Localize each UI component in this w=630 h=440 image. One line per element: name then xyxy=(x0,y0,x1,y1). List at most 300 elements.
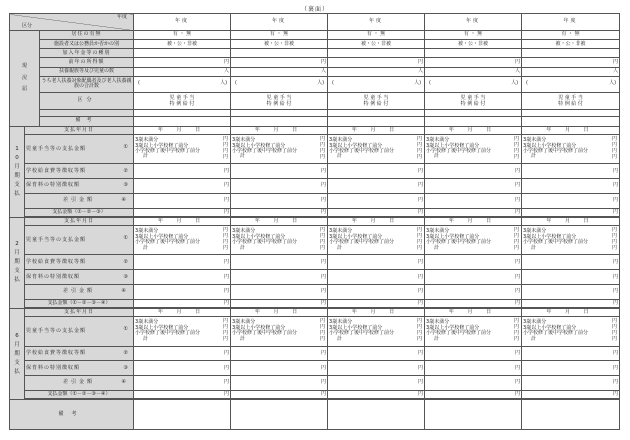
label-shiharai-date: 支払年月日 xyxy=(25,126,134,134)
section-title-char: 期 xyxy=(14,350,20,357)
cell-kubun[interactable] xyxy=(522,92,620,109)
yen-stack: 円 円 円 円 xyxy=(514,226,520,251)
cell-blank[interactable] xyxy=(231,109,328,116)
cell-bikou-top[interactable] xyxy=(231,116,328,126)
cell-kubun[interactable] xyxy=(231,92,328,109)
cell-hoikuryo[interactable]: 円 xyxy=(522,270,620,285)
cell-sashihiki[interactable]: 円 xyxy=(425,193,522,208)
age-3to-elem: 3歳以上小学校修了前分 xyxy=(232,142,286,149)
year-column-header: 年度 xyxy=(134,14,231,31)
year-column-header: 年度 xyxy=(231,14,328,31)
paren-open: ( xyxy=(526,79,528,86)
cell-blank[interactable] xyxy=(134,109,231,116)
cell-gakko[interactable]: 円 xyxy=(134,346,231,361)
corner-year: 年度 xyxy=(117,14,128,20)
age-3to-elem: 3歳以上小学校修了前分 xyxy=(523,324,577,331)
cell-gakko[interactable]: 円 xyxy=(328,164,425,179)
label-gakko xyxy=(25,346,134,361)
cell-gakko[interactable]: 円 xyxy=(425,255,522,270)
calc-text: 児童手当等の支払金額 xyxy=(26,236,87,243)
age-under3: 3歳未満分 xyxy=(426,137,450,144)
age-total: 計 xyxy=(531,244,537,251)
cell-calc[interactable] xyxy=(425,316,522,346)
cell-shiharai-kingaku[interactable]: 円 xyxy=(425,208,522,216)
year-column-header: 年度 xyxy=(328,14,425,31)
cell-hoikuryo[interactable]: 円 xyxy=(134,361,231,376)
cell-gakko[interactable]: 円 xyxy=(231,255,328,270)
cell-calc[interactable] xyxy=(328,134,425,164)
cell-hoikuryo[interactable]: 円 xyxy=(522,361,620,376)
age-under3: 3歳未満分 xyxy=(523,228,547,235)
cell-calc[interactable] xyxy=(522,316,620,346)
label-shisetsu: 施設者又は公務員か否かの別 xyxy=(40,40,134,49)
age-3to-elem: 3歳以上小学校修了前分 xyxy=(329,324,383,331)
yen-stack: 円 円 円 円 xyxy=(223,135,229,160)
sashihiki-mark: ④ xyxy=(121,379,130,386)
age-3to-elem: 3歳以上小学校修了前分 xyxy=(426,324,480,331)
section-title-char: 支 xyxy=(14,359,20,366)
sashihiki-mark: ④ xyxy=(121,288,130,295)
cell-rojin[interactable] xyxy=(231,76,328,92)
hoikuryo-text: 保育料の特別徴収額 xyxy=(26,182,81,189)
cell-gakko[interactable]: 円 xyxy=(425,346,522,361)
cell-sashihiki[interactable]: 円 xyxy=(134,285,231,300)
cell-gakko[interactable]: 円 xyxy=(522,255,620,270)
cell-blank[interactable] xyxy=(522,109,620,116)
age-junior: 小学校修了後中学校修了前分 xyxy=(135,330,201,337)
kubun-tokurei: 特 例 給 付 xyxy=(266,100,292,107)
cell-shiharai-date[interactable]: 年 月 日 xyxy=(522,217,620,225)
age-under3: 3歳未満分 xyxy=(523,137,547,144)
cell-gakko[interactable]: 円 xyxy=(134,255,231,270)
age-junior: 小学校修了後中学校修了前分 xyxy=(329,148,395,155)
section-title-char: 月 xyxy=(14,250,20,257)
label-gakko xyxy=(25,255,134,270)
age-total: 計 xyxy=(434,153,440,160)
label-hoikuryo xyxy=(25,361,134,376)
cell-calc[interactable] xyxy=(134,316,231,346)
cell-shiharai-date[interactable]: 年 月 日 xyxy=(231,309,328,317)
cell-shiharai-kingaku[interactable]: 円 xyxy=(328,391,425,399)
cell-bikou-bottom[interactable] xyxy=(134,400,231,430)
cell-shotoku[interactable]: 円 xyxy=(522,58,620,67)
age-total: 計 xyxy=(434,244,440,251)
cell-calc[interactable] xyxy=(231,225,328,255)
yen-stack: 円 円 円 円 xyxy=(514,135,520,160)
section-title-char: 支 xyxy=(14,268,20,275)
yen-stack: 円 円 円 円 xyxy=(612,317,618,342)
cell-hoikuryo[interactable]: 円 xyxy=(231,270,328,285)
age-under3: 3歳未満分 xyxy=(329,137,353,144)
sashihiki-text: 差引金額 xyxy=(63,197,96,204)
paren-open: ( xyxy=(235,79,237,86)
age-total: 計 xyxy=(337,244,343,251)
yen-stack: 円 円 円 円 xyxy=(514,317,520,342)
cell-shiharai-kingaku[interactable]: 円 xyxy=(328,208,425,216)
kubun-tokurei: 特 例 給 付 xyxy=(169,100,195,107)
age-junior: 小学校修了後中学校修了前分 xyxy=(523,239,589,246)
cell-shisetsu[interactable]: 被・公・非被 xyxy=(231,40,328,49)
cell-fuyou[interactable]: 人 xyxy=(522,67,620,76)
label-bikou-top: 備考 xyxy=(40,116,134,126)
age-junior: 小学校修了後中学校修了前分 xyxy=(232,239,298,246)
cell-kubun[interactable] xyxy=(134,92,231,109)
hoikuryo-text: 保育料の特別徴収額 xyxy=(26,273,81,280)
label-shiharai-kingaku: 支払金額（①－②－③－④） xyxy=(25,391,134,399)
section-title-char: 期 xyxy=(14,172,20,179)
calc-text: 児童手当等の支払金額 xyxy=(26,145,87,152)
kubun-jido: 児 童 手 当 xyxy=(558,94,583,101)
cell-shiharai-kingaku[interactable]: 円 xyxy=(425,391,522,399)
cell-hoikuryo[interactable]: 円 xyxy=(231,179,328,194)
corner-kubun: 区分 xyxy=(22,22,33,29)
section-title-char: 月 xyxy=(14,163,20,170)
cell-nenkin[interactable] xyxy=(522,49,620,58)
hoikuryo-mark: ③ xyxy=(123,182,130,189)
age-total: 計 xyxy=(337,335,343,342)
paren-close: 人) xyxy=(609,79,617,86)
cell-sashihiki[interactable]: 円 xyxy=(425,285,522,300)
yen-stack: 円 円 円 円 xyxy=(223,317,229,342)
age-total: 計 xyxy=(143,244,149,251)
cell-shiharai-date[interactable]: 年 月 日 xyxy=(134,126,231,134)
section-title-char: 払 xyxy=(14,368,20,375)
cell-hoikuryo[interactable]: 円 xyxy=(134,179,231,194)
cell-calc[interactable] xyxy=(425,134,522,164)
section-title-char: 届 xyxy=(21,86,27,93)
label-rojin: うち老人扶養対象配偶者及び老人扶養親族の合計数 xyxy=(40,76,134,92)
age-junior: 小学校修了後中学校修了前分 xyxy=(426,148,492,155)
cell-sashihiki[interactable]: 円 xyxy=(231,285,328,300)
label-calc xyxy=(25,134,134,164)
cell-bikou-bottom[interactable] xyxy=(328,400,425,430)
label-blank xyxy=(40,109,134,116)
age-3to-elem: 3歳以上小学校修了前分 xyxy=(135,324,189,331)
yen-stack: 円 円 円 円 xyxy=(417,317,423,342)
cell-shiharai-kingaku[interactable]: 円 xyxy=(231,391,328,399)
label-fuyou: 扶養親族等及び児童の数 xyxy=(40,67,134,76)
cell-calc[interactable] xyxy=(522,134,620,164)
cell-bikou-top[interactable] xyxy=(425,116,522,126)
cell-kyoju[interactable]: 有 ・ 無 xyxy=(328,31,425,40)
calc-mark: ① xyxy=(123,325,130,332)
cell-shiharai-kingaku[interactable]: 円 xyxy=(522,208,620,216)
label-shiharai-kingaku: 支払金額（①－②－③－④） xyxy=(25,299,134,307)
cell-hoikuryo[interactable]: 円 xyxy=(231,361,328,376)
yen-stack: 円 円 円 円 xyxy=(320,135,326,160)
cell-calc[interactable] xyxy=(425,225,522,255)
cell-shiharai-kingaku[interactable]: 円 xyxy=(231,299,328,307)
age-under3: 3歳未満分 xyxy=(329,228,353,235)
label-bikou-bottom: 備考 xyxy=(10,400,134,430)
cell-fuyou[interactable]: 人 xyxy=(231,67,328,76)
age-junior: 小学校修了後中学校修了前分 xyxy=(329,239,395,246)
label-kubun: 区分 xyxy=(40,92,134,109)
cell-calc[interactable] xyxy=(231,134,328,164)
cell-shiharai-kingaku[interactable]: 円 xyxy=(522,299,620,307)
age-3to-elem: 3歳以上小学校修了前分 xyxy=(329,233,383,240)
cell-kyoju[interactable]: 有 ・ 無 xyxy=(522,31,620,40)
cell-sashihiki[interactable]: 円 xyxy=(231,376,328,391)
cell-hoikuryo[interactable]: 円 xyxy=(425,361,522,376)
label-hoikuryo xyxy=(25,270,134,285)
age-under3: 3歳未満分 xyxy=(135,137,159,144)
cell-shiharai-date[interactable]: 年 月 日 xyxy=(231,126,328,134)
cell-hoikuryo[interactable]: 円 xyxy=(328,179,425,194)
kubun-jido: 児 童 手 当 xyxy=(460,94,486,101)
cell-bikou-top[interactable] xyxy=(522,116,620,126)
age-junior: 小学校修了後中学校修了前分 xyxy=(135,148,201,155)
kubun-tokurei: 特 例 給 付 xyxy=(363,100,389,107)
cell-kyoju[interactable]: 有 ・ 無 xyxy=(425,31,522,40)
label-nenkin: 加入年金等の種別 xyxy=(40,49,134,58)
label-sashihiki xyxy=(25,285,134,300)
cell-calc[interactable] xyxy=(522,225,620,255)
section-title-char: 0 xyxy=(15,154,19,161)
cell-gakko[interactable]: 円 xyxy=(328,346,425,361)
cell-blank[interactable] xyxy=(328,109,425,116)
cell-shotoku[interactable]: 円 xyxy=(134,58,231,67)
cell-sashihiki[interactable]: 円 xyxy=(328,285,425,300)
cell-sashihiki[interactable]: 円 xyxy=(134,376,231,391)
label-kyoju: 居住の有無 xyxy=(40,31,134,40)
label-hoikuryo xyxy=(25,179,134,194)
cell-hoikuryo[interactable]: 円 xyxy=(425,270,522,285)
cell-shiharai-date[interactable]: 年 月 日 xyxy=(522,126,620,134)
cell-hoikuryo[interactable]: 円 xyxy=(425,179,522,194)
cell-calc[interactable] xyxy=(134,225,231,255)
cell-shiharai-date[interactable]: 年 月 日 xyxy=(425,309,522,317)
label-shotoku: 前年の所得額 xyxy=(40,58,134,67)
cell-bikou-top[interactable] xyxy=(134,116,231,126)
cell-gakko[interactable]: 円 xyxy=(522,164,620,179)
cell-shiharai-kingaku[interactable]: 円 xyxy=(134,208,231,216)
cell-fuyou[interactable]: 人 xyxy=(134,67,231,76)
age-3to-elem: 3歳以上小学校修了前分 xyxy=(426,233,480,240)
payment-section-title xyxy=(10,126,25,217)
cell-sashihiki[interactable]: 円 xyxy=(522,193,620,208)
paren-open: ( xyxy=(332,79,334,86)
section-title-char: 況 xyxy=(21,74,27,81)
gakko-mark: ② xyxy=(123,258,130,265)
cell-sashihiki[interactable]: 円 xyxy=(328,376,425,391)
cell-gakko[interactable]: 円 xyxy=(522,346,620,361)
age-total: 計 xyxy=(240,335,246,342)
age-total: 計 xyxy=(531,153,537,160)
age-junior: 小学校修了後中学校修了前分 xyxy=(329,330,395,337)
cell-kyoju[interactable]: 有 ・ 無 xyxy=(134,31,231,40)
age-3to-elem: 3歳以上小学校修了前分 xyxy=(232,233,286,240)
label-sashihiki xyxy=(25,193,134,208)
cell-shiharai-kingaku[interactable]: 円 xyxy=(522,391,620,399)
label-shiharai-kingaku: 支払金額（①－②－③） xyxy=(25,208,134,216)
section-title-char: 期 xyxy=(14,259,20,266)
cell-shiharai-date[interactable]: 年 月 日 xyxy=(425,126,522,134)
label-calc xyxy=(25,225,134,255)
cell-sashihiki[interactable]: 円 xyxy=(522,285,620,300)
kubun-tokurei: 特 例 給 付 xyxy=(558,100,583,107)
cell-sashihiki[interactable]: 円 xyxy=(425,376,522,391)
age-under3: 3歳未満分 xyxy=(232,319,256,326)
age-under3: 3歳未満分 xyxy=(329,319,353,326)
cell-kubun[interactable] xyxy=(425,92,522,109)
age-3to-elem: 3歳以上小学校修了前分 xyxy=(523,142,577,149)
cell-fuyou[interactable]: 人 xyxy=(425,67,522,76)
cell-nenkin[interactable] xyxy=(425,49,522,58)
section-title-char: 現 xyxy=(21,63,27,70)
cell-rojin[interactable] xyxy=(134,76,231,92)
yen-stack: 円 円 円 円 xyxy=(612,135,618,160)
cell-hoikuryo[interactable]: 円 xyxy=(134,270,231,285)
paren-close: 人) xyxy=(220,79,228,86)
age-total: 計 xyxy=(143,335,149,342)
cell-shiharai-date[interactable]: 年 月 日 xyxy=(425,217,522,225)
hoikuryo-mark: ③ xyxy=(123,364,130,371)
cell-shiharai-date[interactable]: 年 月 日 xyxy=(328,126,425,134)
cell-sashihiki[interactable]: 円 xyxy=(134,193,231,208)
cell-gakko[interactable]: 円 xyxy=(231,346,328,361)
age-under3: 3歳未満分 xyxy=(232,137,256,144)
cell-shiharai-date[interactable]: 年 月 日 xyxy=(328,309,425,317)
kubun-jido: 児 童 手 当 xyxy=(363,94,389,101)
age-3to-elem: 3歳以上小学校修了前分 xyxy=(135,142,189,149)
cell-calc[interactable] xyxy=(231,316,328,346)
label-sashihiki xyxy=(25,376,134,391)
cell-shiharai-kingaku[interactable]: 円 xyxy=(231,208,328,216)
calc-mark: ① xyxy=(123,234,130,241)
cell-shiharai-kingaku[interactable]: 円 xyxy=(425,299,522,307)
cell-kubun[interactable] xyxy=(328,92,425,109)
corner-header xyxy=(10,14,134,31)
cell-shiharai-kingaku[interactable]: 円 xyxy=(328,299,425,307)
calc-text: 児童手当等の支払金額 xyxy=(26,327,87,334)
cell-shisetsu[interactable]: 被・公・非被 xyxy=(425,40,522,49)
hoikuryo-text: 保育料の特別徴収額 xyxy=(26,364,81,371)
gakko-text: 学校給食費等徴収等額 xyxy=(26,258,87,265)
sashihiki-mark: ④ xyxy=(121,197,130,204)
cell-gakko[interactable]: 円 xyxy=(134,164,231,179)
yen-stack: 円 円 円 円 xyxy=(320,226,326,251)
cell-shotoku[interactable]: 円 xyxy=(425,58,522,67)
age-under3: 3歳未満分 xyxy=(426,228,450,235)
yen-stack: 円 円 円 円 xyxy=(417,226,423,251)
cell-shiharai-date[interactable]: 年 月 日 xyxy=(134,217,231,225)
age-junior: 小学校修了後中学校修了前分 xyxy=(135,239,201,246)
yen-stack: 円 円 円 円 xyxy=(417,135,423,160)
age-total: 計 xyxy=(240,153,246,160)
payment-section-title xyxy=(10,217,25,308)
cell-sashihiki[interactable]: 円 xyxy=(231,193,328,208)
cell-shotoku[interactable]: 円 xyxy=(231,58,328,67)
age-total: 計 xyxy=(337,153,343,160)
cell-shiharai-date[interactable]: 年 月 日 xyxy=(522,309,620,317)
age-3to-elem: 3歳以上小学校修了前分 xyxy=(329,142,383,149)
cell-gakko[interactable]: 円 xyxy=(328,255,425,270)
label-shiharai-date: 支払年月日 xyxy=(25,217,134,225)
label-calc xyxy=(25,316,134,346)
cell-shisetsu[interactable]: 被・公・非被 xyxy=(134,40,231,49)
age-under3: 3歳未満分 xyxy=(523,319,547,326)
yen-stack: 円 円 円 円 xyxy=(320,317,326,342)
cell-sashihiki[interactable]: 円 xyxy=(522,376,620,391)
section-title-char: 月 xyxy=(14,341,20,348)
gakko-mark: ② xyxy=(123,349,130,356)
age-3to-elem: 3歳以上小学校修了前分 xyxy=(135,233,189,240)
age-junior: 小学校修了後中学校修了前分 xyxy=(232,330,298,337)
age-under3: 3歳未満分 xyxy=(426,319,450,326)
cell-rojin[interactable] xyxy=(522,76,620,92)
cell-shotoku[interactable]: 円 xyxy=(328,58,425,67)
kubun-jido: 児 童 手 当 xyxy=(266,94,292,101)
section-title-char: 2 xyxy=(15,241,19,248)
year-column-header: 年度 xyxy=(425,14,522,31)
cell-kyoju[interactable]: 有 ・ 無 xyxy=(231,31,328,40)
section-title-char: 6 xyxy=(15,332,19,339)
yen-stack: 円 円 円 円 xyxy=(612,226,618,251)
hoikuryo-mark: ③ xyxy=(123,273,130,280)
cell-blank[interactable] xyxy=(425,109,522,116)
cell-shiharai-kingaku[interactable]: 円 xyxy=(134,299,231,307)
cell-bikou-bottom[interactable] xyxy=(231,400,328,430)
cell-sashihiki[interactable]: 円 xyxy=(328,193,425,208)
cell-nenkin[interactable] xyxy=(328,49,425,58)
cell-hoikuryo[interactable]: 円 xyxy=(522,179,620,194)
genkyo-section-title xyxy=(10,31,40,127)
gakko-text: 学校給食費等徴収等額 xyxy=(26,349,87,356)
cell-shisetsu[interactable]: 被・公・非被 xyxy=(522,40,620,49)
cell-fuyou[interactable]: 人 xyxy=(328,67,425,76)
year-column-header: 年度 xyxy=(522,14,620,31)
cell-nenkin[interactable] xyxy=(134,49,231,58)
page-note: （裏面） xyxy=(300,6,329,13)
cell-calc[interactable] xyxy=(134,134,231,164)
paren-close: 人) xyxy=(317,79,325,86)
cell-bikou-bottom[interactable] xyxy=(522,400,620,430)
cell-rojin[interactable] xyxy=(328,76,425,92)
cell-shiharai-date[interactable]: 年 月 日 xyxy=(134,309,231,317)
cell-gakko[interactable]: 円 xyxy=(425,164,522,179)
cell-shisetsu[interactable]: 被・公・非被 xyxy=(328,40,425,49)
kubun-jido: 児 童 手 当 xyxy=(169,94,195,101)
age-junior: 小学校修了後中学校修了前分 xyxy=(232,148,298,155)
yen-stack: 円 円 円 円 xyxy=(223,226,229,251)
cell-calc[interactable] xyxy=(328,225,425,255)
paren-close: 人) xyxy=(414,79,422,86)
cell-shiharai-kingaku[interactable]: 円 xyxy=(134,391,231,399)
cell-bikou-bottom[interactable] xyxy=(425,400,522,430)
age-total: 計 xyxy=(531,335,537,342)
cell-hoikuryo[interactable]: 円 xyxy=(328,361,425,376)
paren-close: 人) xyxy=(511,79,519,86)
age-3to-elem: 3歳以上小学校修了前分 xyxy=(426,142,480,149)
cell-nenkin[interactable] xyxy=(231,49,328,58)
cell-rojin[interactable] xyxy=(425,76,522,92)
cell-bikou-top[interactable] xyxy=(328,116,425,126)
cell-shiharai-date[interactable]: 年 月 日 xyxy=(231,217,328,225)
cell-gakko[interactable]: 円 xyxy=(231,164,328,179)
section-title-char: 1 xyxy=(15,145,19,152)
calc-mark: ① xyxy=(123,143,130,150)
cell-shiharai-date[interactable]: 年 月 日 xyxy=(328,217,425,225)
kubun-tokurei: 特 例 給 付 xyxy=(460,100,486,107)
age-junior: 小学校修了後中学校修了前分 xyxy=(523,148,589,155)
cell-calc[interactable] xyxy=(328,316,425,346)
cell-hoikuryo[interactable]: 円 xyxy=(328,270,425,285)
age-under3: 3歳未満分 xyxy=(135,228,159,235)
payment-section-title xyxy=(10,309,25,400)
age-total: 計 xyxy=(434,335,440,342)
age-junior: 小学校修了後中学校修了前分 xyxy=(426,239,492,246)
